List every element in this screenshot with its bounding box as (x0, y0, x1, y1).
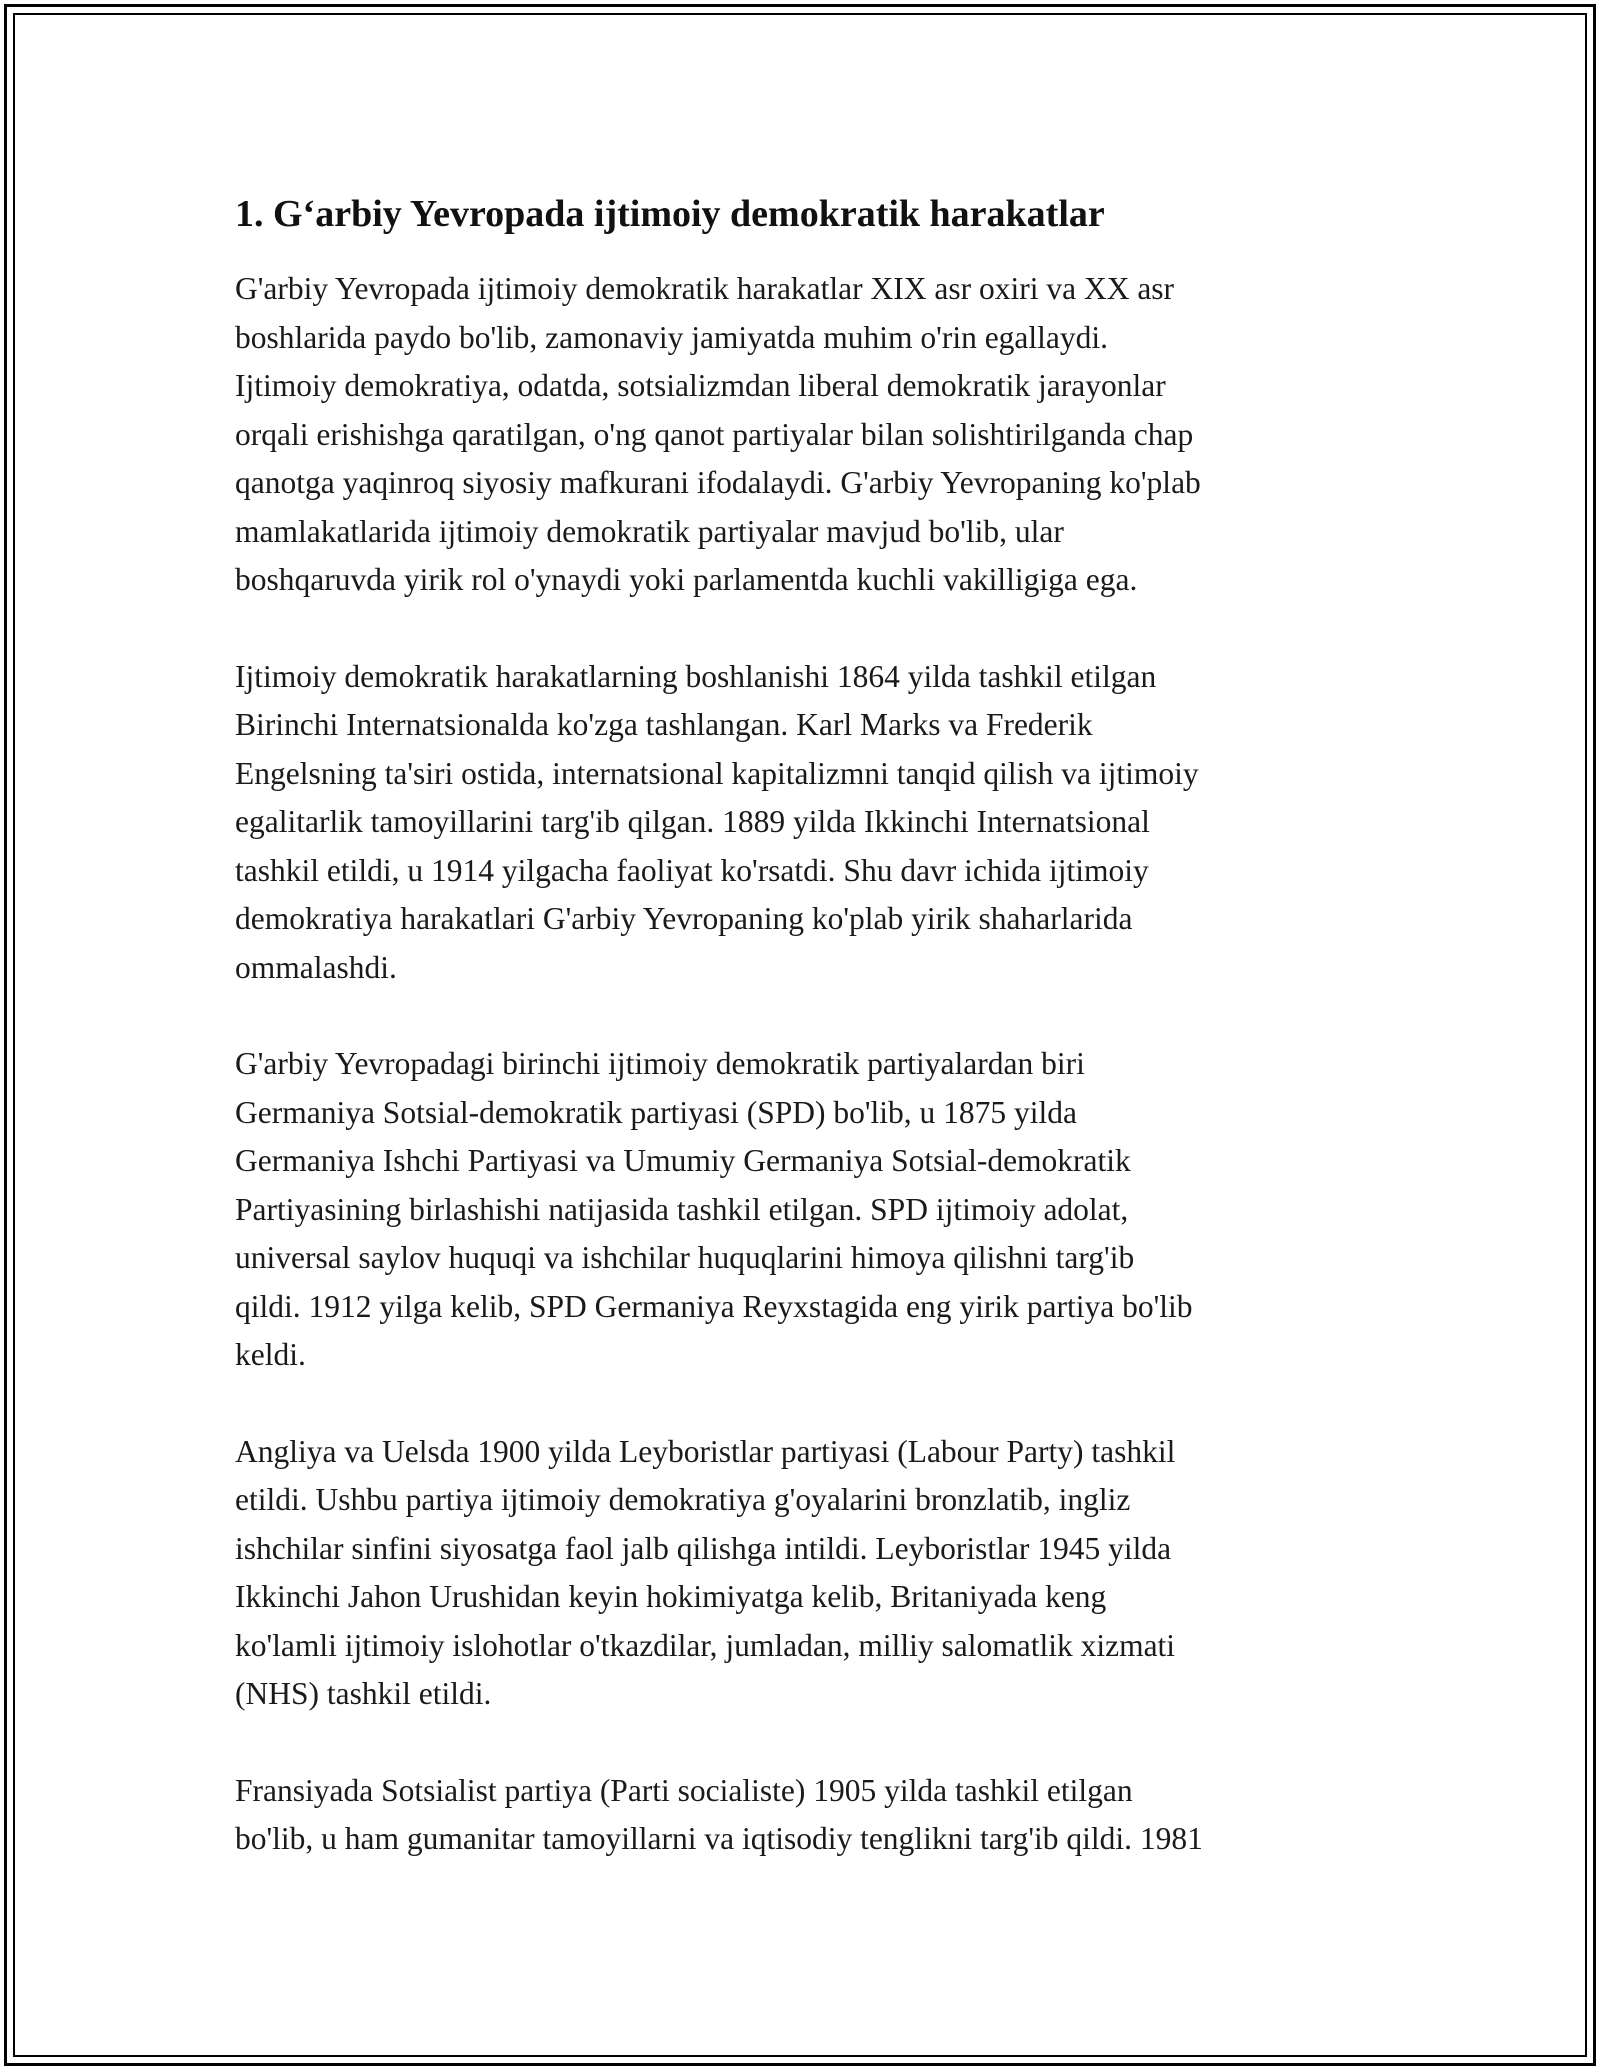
document-body (235, 185, 1375, 1912)
paragraph: G'arbiy Yevropada ijtimoiy demokratik harakatlar XIX asr oxiri va XX asr boshlarida paydo bo'lib, zamonaviy jamiyatda muhim o'rin egallaydi. Ijtimoiy demokratiya, odatda, sotsializmdan liberal demokratik jarayonlar orqali erishishga qaratilgan, o'ng qanot partiyalar bilan solishtirilganda chap qanotga yaqinroq siyosiy mafkurani ifodalaydi. G'arbiy Yevropaning ko'plab mamlakatlarida ijtimoiy demokratik partiyalar mavjud bo'lib, ular boshqaruvda yirik rol o'ynaydi yoki parlamentda kuchli vakilligiga ega. (235, 271, 1201, 597)
paragraph: Angliya va Uelsda 1900 yilda Leyboristlar partiyasi (Labour Party) tashkil etildi. Ushbu partiya ijtimoiy demokratiya g'oyalarini bronzlatib, ingliz ishchilar sinfini siyosatga faol jalb qilishga intildi. Leyboristlar 1945 yilda Ikkinchi Jahon Urushidan keyin hokimiyatga kelib, Britaniyada keng ko'lamli ijtimoiy islohotlar o'tkazdilar, jumladan, milliy salomatlik xizmati (NHS) tashkil etildi. (235, 1433, 1176, 1711)
paragraph: Fransiyada Sotsialist partiya (Parti socialiste) 1905 yilda tashkil etilgan bo'lib, u ham gumanitar tamoyillarni va iqtisodiy tenglikni targ'ib qildi. 1981 (235, 1772, 1203, 1856)
paragraph: G'arbiy Yevropadagi birinchi ijtimoiy demokratik partiyalardan biri Germaniya Sotsial-demokratik partiyasi (SPD) bo'lib, u 1875 yilda Germaniya Ishchi Partiyasi va Umumiy Germaniya Sotsial-demokratik Partiyasining birlashishi natijasida tashkil etilgan. SPD ijtimoiy adolat, universal saylov huquqi va ishchilar huquqlarini himoya qilishni targ'ib qildi. 1912 yilga kelib, SPD Germaniya Reyxstagida eng yirik partiya bo'lib keldi. (235, 1046, 1193, 1372)
section-heading: 1. G‘arbiy Yevropada ijtimoiy demokratik harakatlar (235, 193, 1105, 235)
paragraph: Ijtimoiy demokratik harakatlarning boshlanishi 1864 yilda tashkil etilgan Birinchi Internatsionalda ko'zga tashlangan. Karl Marks va Frederik Engelsning ta'siri ostida, internatsional kapitalizmni tanqid qilish va ijtimoiy egalitarlik tamoyillarini targ'ib qilgan. 1889 yilda Ikkinchi Internatsional tashkil etildi, u 1914 yilgacha faoliyat ko'rsatdi. Shu davr ichida ijtimoiy demokratiya harakatlari G'arbiy Yevropaning ko'plab yirik shaharlarida ommalashdi. (235, 658, 1199, 985)
